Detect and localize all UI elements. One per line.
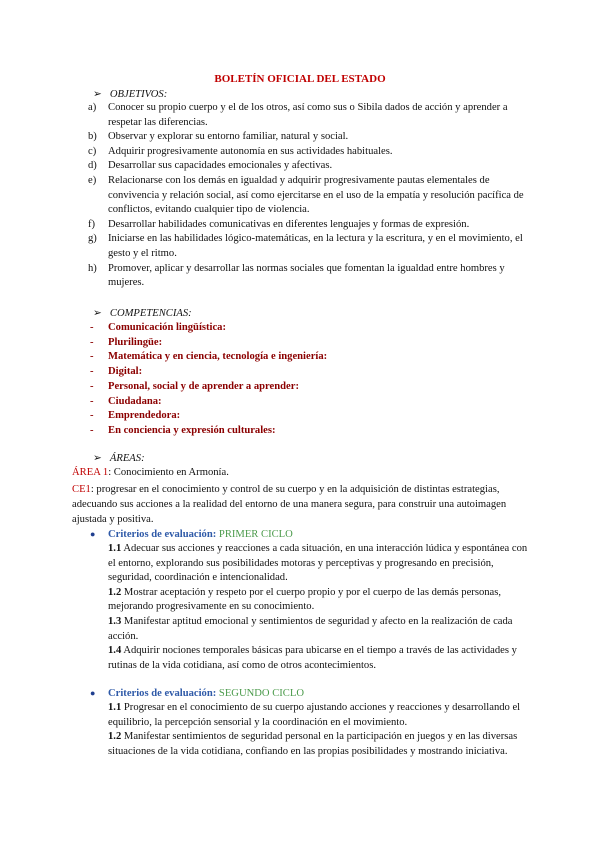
criterios-block-segundo-ciclo	[90, 686, 530, 759]
list-item-text: Digital:	[108, 366, 143, 378]
dash-bullet-icon: -	[90, 395, 94, 407]
list-marker: a)	[88, 102, 97, 113]
list-item	[88, 424, 528, 439]
list-item-text: Desarrollar habilidades comunicativas en diferentes lenguajes y formas de expresión.	[108, 218, 470, 230]
list-item	[88, 145, 528, 160]
list-item-text: Promover, aplicar y desarrollar las normas sociales que fomentan la igualdad entre hombres y mujeres.	[108, 262, 505, 289]
list-marker: f)	[88, 218, 96, 230]
objetivos-heading	[93, 88, 167, 100]
list-marker: c)	[88, 145, 97, 157]
areas-heading-text: ÁREAS:	[109, 453, 145, 464]
cycle-label: PRIMER CICLO	[216, 529, 293, 540]
list-item-text: Personal, social y de aprender a aprender:	[108, 380, 299, 392]
competencias-heading	[93, 307, 192, 319]
criterio-text: Manifestar sentimientos de seguridad personal en la participación en juegos y en las diversas situaciones de la vida cotidiana, confiando en las propias posibilidades y mostrando iniciativa.	[108, 731, 518, 757]
ce1-paragraph	[72, 482, 532, 527]
dash-bullet-icon: -	[90, 322, 94, 333]
list-item	[88, 101, 528, 130]
list-item	[88, 395, 528, 410]
list-item	[88, 159, 528, 174]
arrow-bullet-icon: ➢	[93, 89, 102, 100]
list-item	[88, 321, 528, 336]
list-item-text: Emprendedora:	[108, 410, 181, 422]
criterios-block-primer-ciclo	[90, 527, 530, 673]
list-item-text: Matemática y en ciencia, tecnología e ingeniería:	[108, 351, 328, 363]
criterio-text: Mostrar aceptación y respeto por el cuerpo propio y por el cuerpo de las demás personas, mejorando progresivamente en su conocimiento.	[108, 586, 502, 613]
area-line	[72, 467, 229, 478]
list-item-text: Iniciarse en las habilidades lógico-matemáticas, en la lectura y la escritura, y en el movimiento, el gesto y el ritmo.	[108, 233, 523, 259]
list-item-text: Desarrollar sus capacidades emocionales y afectivas.	[108, 160, 333, 172]
criterio-number: 1.1	[108, 543, 122, 554]
list-marker: g)	[88, 233, 97, 245]
list-item	[88, 218, 528, 233]
list-item-text: Observar y explorar su entorno familiar, natural y social.	[108, 131, 349, 143]
criterios-heading	[90, 686, 530, 701]
criterio-number: 1.2	[108, 731, 122, 743]
criterio-number: 1.4	[108, 645, 122, 657]
competencias-list	[88, 321, 528, 439]
list-item	[88, 380, 528, 395]
criterios-label: Criterios de evaluación:	[108, 688, 217, 699]
objetivos-heading-text: OBJETIVOS:	[109, 89, 168, 100]
criterio-number: 1.3	[108, 615, 122, 627]
list-item-text: Ciudadana:	[108, 395, 162, 407]
criterios-heading	[90, 527, 530, 542]
dash-bullet-icon: -	[90, 336, 94, 348]
list-marker: e)	[88, 174, 97, 186]
dash-bullet-icon: -	[90, 351, 94, 363]
document-title: BOLETÍN OFICIAL DEL ESTADO	[214, 73, 386, 85]
list-item	[88, 262, 528, 291]
list-item	[88, 174, 528, 218]
list-marker: b)	[88, 131, 97, 143]
criterios-label: Criterios de evaluación:	[108, 529, 217, 540]
dash-bullet-icon: -	[90, 410, 94, 422]
cycle-label: SEGUNDO CICLO	[216, 688, 304, 699]
list-item	[88, 130, 528, 145]
list-item	[88, 336, 528, 351]
list-item	[88, 409, 528, 424]
ce1-text: : progresar en el conocimiento y control de su cuerpo y en la adquisición de distintas estrategias, adecuando sus acciones a la realidad del entorno de una manera segura, para construir una autoimagen ajustada y positiva.	[72, 484, 507, 525]
criterio-item	[90, 586, 530, 615]
criterio-text: Adquirir nociones temporales básicas para ubicarse en el tiempo a través de las actividades y rutinas de la vida cotidiana, así como de otros acontecimientos.	[108, 645, 517, 671]
list-item	[88, 232, 528, 261]
criterio-item	[90, 644, 530, 673]
areas-heading	[93, 452, 145, 464]
criterio-item	[90, 701, 530, 730]
criterio-number: 1.2	[108, 586, 122, 598]
list-item-text: Relacionarse con los demás en igualdad y adquirir progresivamente pautas elementales de convivencia y relación social, así como ejercitarse en el uso de la empatía y resolución pacífica de conflictos, evitando cualquier tipo de violencia.	[108, 174, 524, 216]
ce1-label: CE1	[72, 484, 91, 495]
area-text: : Conocimiento en Armonía.	[108, 467, 229, 478]
list-marker: h)	[88, 262, 97, 274]
list-marker: d)	[88, 160, 97, 172]
list-item-text: Comunicación lingüística:	[108, 322, 227, 333]
criterio-item	[90, 730, 530, 759]
dash-bullet-icon: -	[90, 380, 94, 392]
objetivos-list	[88, 101, 528, 291]
criterio-item	[90, 615, 530, 644]
bullet-dot-icon: ●	[90, 529, 96, 539]
list-item	[88, 365, 528, 380]
competencias-heading-text: COMPETENCIAS:	[109, 308, 192, 319]
list-item-text: Plurilingüe:	[108, 336, 163, 348]
list-item-text: Conocer su propio cuerpo y el de los otros, así como sus o Sibila dados de acción y aprender a respetar las diferencias.	[108, 102, 508, 128]
list-item	[88, 350, 528, 365]
list-item-text: Adquirir progresivamente autonomía en sus actividades habituales.	[108, 145, 393, 157]
criterio-text: Progresar en el conocimiento de su cuerpo ajustando acciones y reacciones y desarrollando el equilibrio, la percepción sensorial y la coordinación en el movimiento.	[108, 702, 521, 728]
criterio-text: Adecuar sus acciones y reacciones a cada situación, en una interacción lúdica y espontánea con el entorno, explorando sus posibilidades motoras y perceptivas y progresando en precisión, seguridad, coordinación e intencionalidad.	[108, 543, 528, 584]
criterio-number: 1.1	[108, 702, 122, 713]
area-label: ÁREA 1	[72, 467, 109, 478]
bullet-dot-icon: ●	[90, 688, 96, 698]
criterio-item	[90, 542, 530, 586]
arrow-bullet-icon: ➢	[93, 308, 102, 319]
arrow-bullet-icon: ➢	[93, 453, 102, 464]
list-item-text: En conciencia y expresión culturales:	[108, 424, 276, 436]
dash-bullet-icon: -	[90, 366, 94, 378]
dash-bullet-icon: -	[90, 424, 94, 436]
criterio-text: Manifestar aptitud emocional y sentimientos de seguridad y afecto en la realización de cada acción.	[108, 615, 513, 642]
